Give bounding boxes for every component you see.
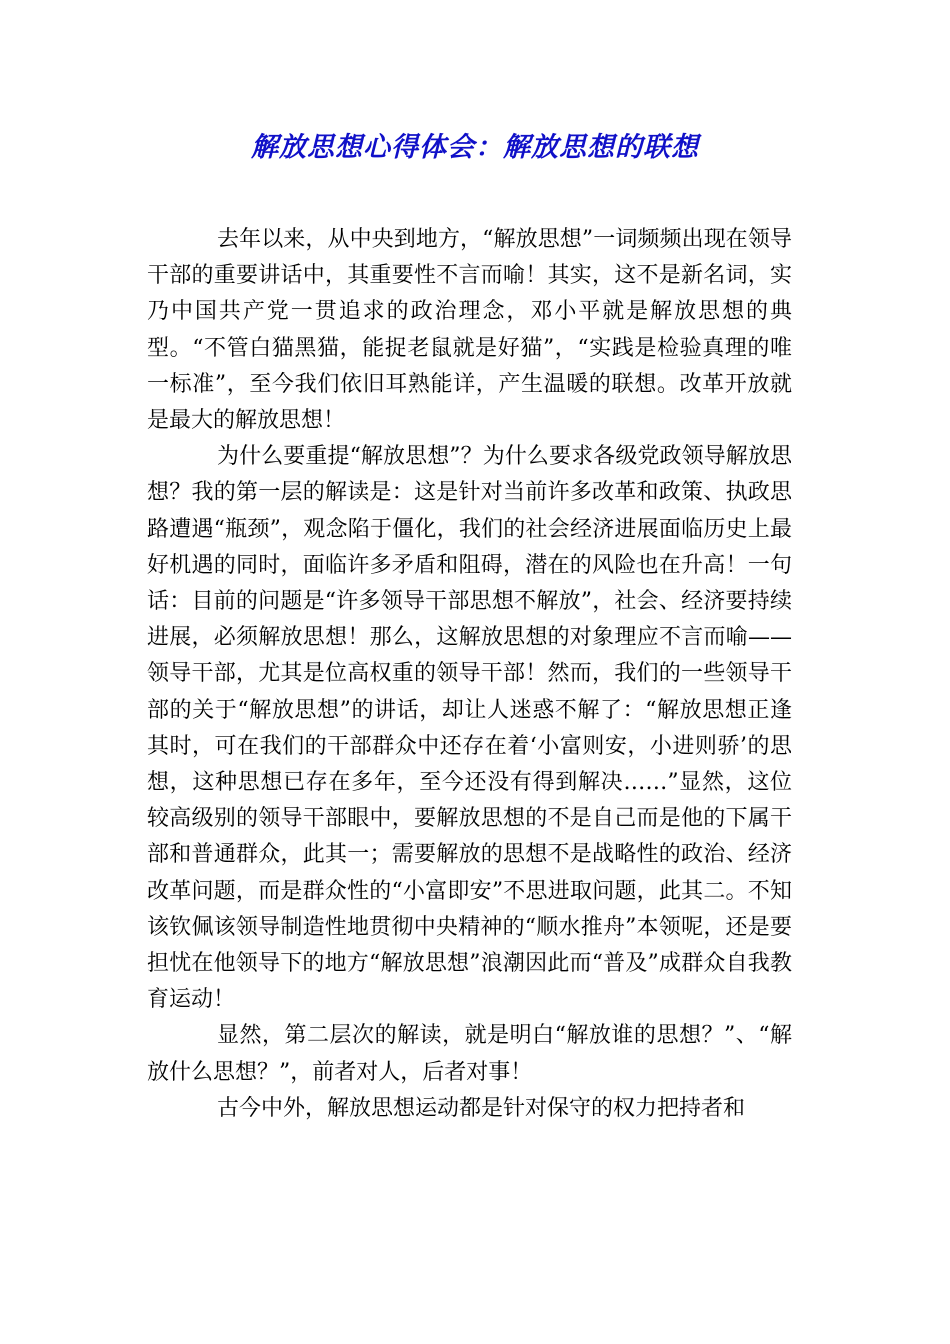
paragraph: 为什么要重提“解放思想”？为什么要求各级党政领导解放思想？我的第一层的解读是：这是针对当前许多改革和政策、执政思路遭遇“瓶颈”，观念陷于僵化，我们的社会经济进展面临历史上最好机遇的同时，面临许多矛盾和阻碍，潜在的风险也在升高！一句话：目前的问题是“许多领导干部思想不解放”，社会、经济要持续进展，必须解放思想！那么，这解放思想的对象理应不言而喻——领导干部，尤其是位高权重的领导干部！然而，我们的一些领导干部的关于“解放思想”的讲话，却让人迷惑不解了：“解放思想正逢其时，可在我们的干部群众中还存在着‘小富则安，小进则骄’的思想，这种思想已存在多年，至今还没有得到解决……”显然，这位较高级别的领导干部眼中，要解放思想的不是自己而是他的下属干部和普通群众，此其一；需要解放的思想不是战略性的政治、经济改革问题，而是群众性的“小富即安”不思进取问题，此其二。不知该钦佩该领导制造性地贯彻中央精神的“顺水推舟”本领呢，还是要担忧在他领导下的地方“解放思想”浪潮因此而“普及”成群众自我教育运动！ bbox=[147, 444, 792, 1013]
paragraph: 去年以来，从中央到地方，“解放思想”一词频频出现在领导干部的重要讲话中，其重要性不言而喻！其实，这不是新名词，实乃中国共产党一贯追求的政治理念，邓小平就是解放思想的典型。“不管白猫黑猫，能捉老鼠就是好猫”，“实践是检验真理的唯一标准”，至今我们依旧耳熟能详，产生温暖的联想。改革开放就是最大的解放思想！ bbox=[147, 227, 792, 434]
paragraph: 古今中外，解放思想运动都是针对保守的权力把持者和 bbox=[217, 1095, 746, 1121]
paragraph: 显然，第二层次的解读，就是明白“解放谁的思想？”、“解放什么思想？”，前者对人，后者对事！ bbox=[147, 1023, 792, 1085]
document-title: 解放思想心得体会：解放思想的联想 bbox=[251, 132, 699, 163]
document-body bbox=[147, 222, 792, 1127]
